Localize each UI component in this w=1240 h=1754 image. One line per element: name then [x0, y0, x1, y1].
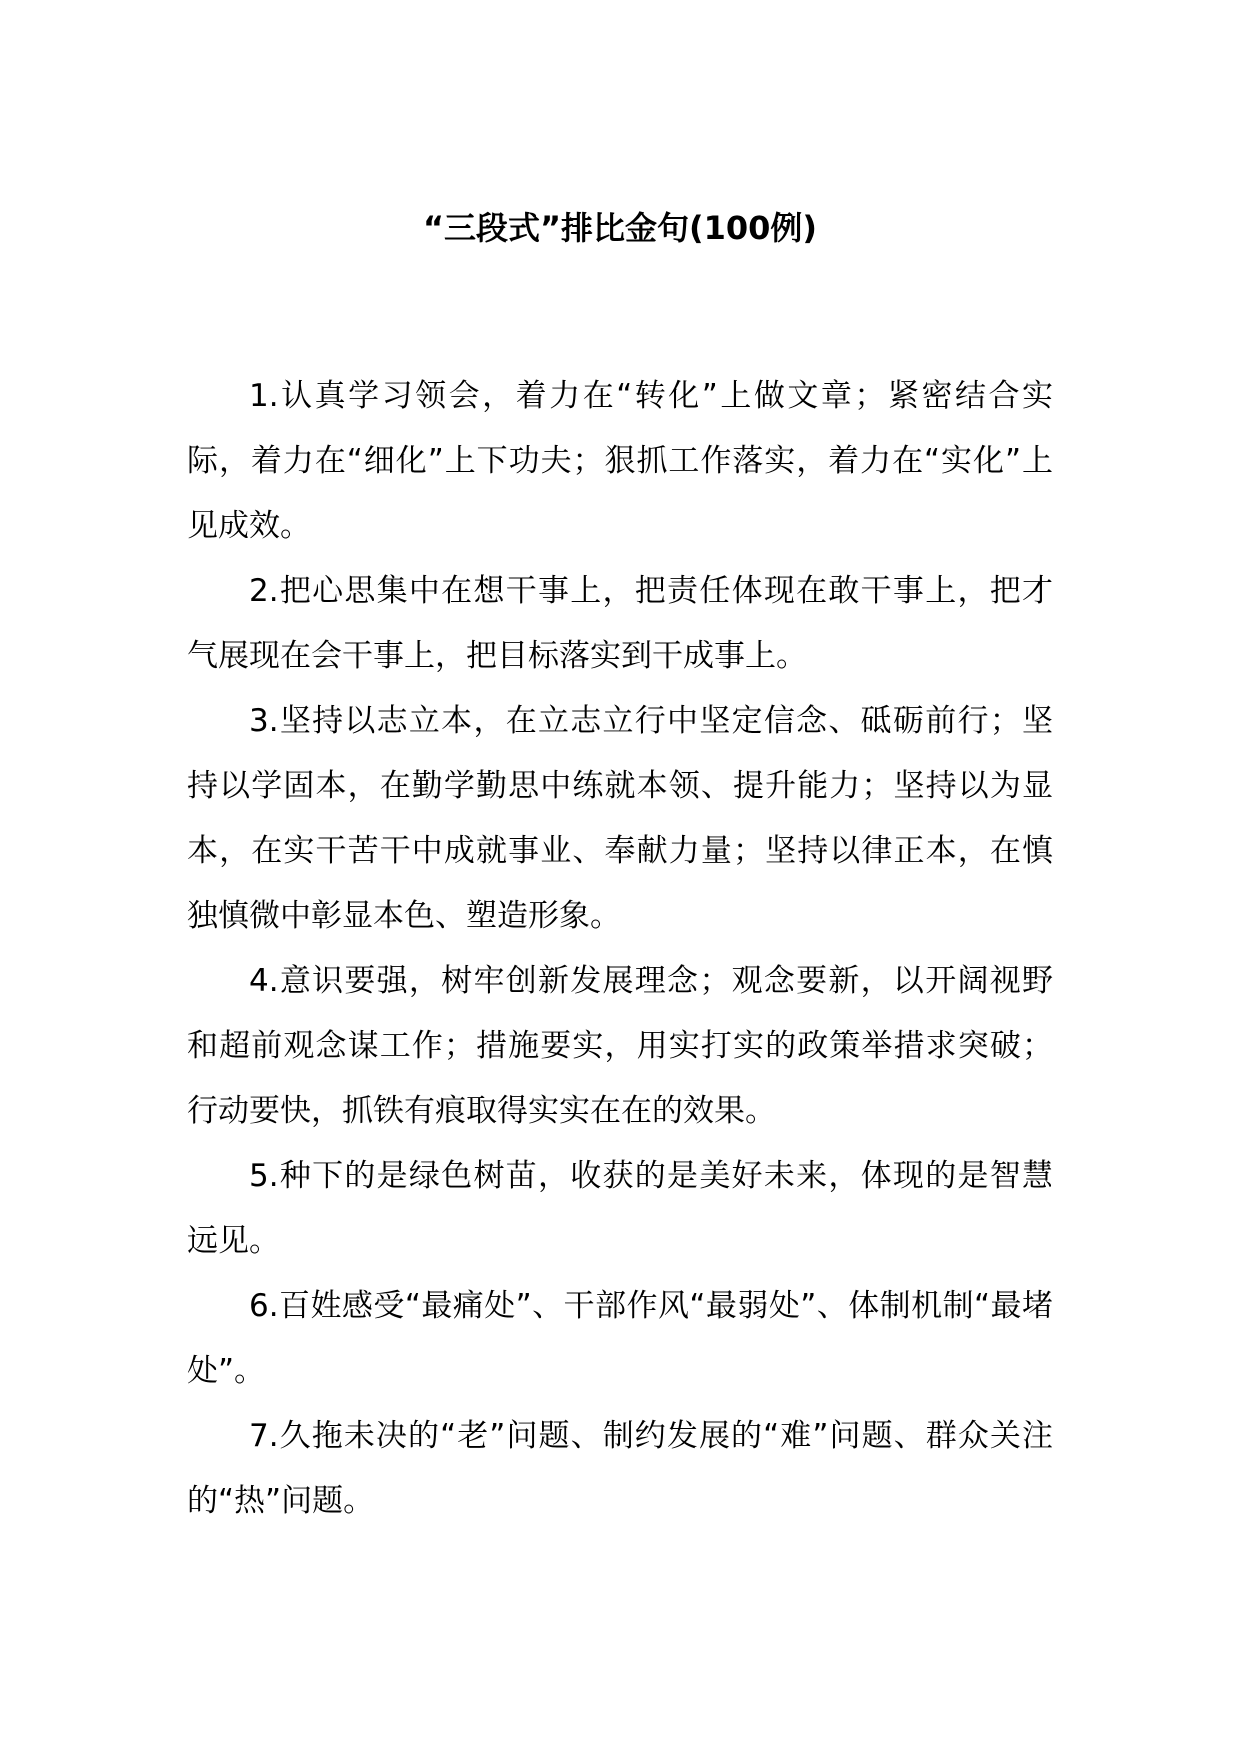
paragraph-1: 1.认真学习领会，着力在“转化”上做文章；紧密结合实际，着力在“细化”上下功夫；狠抓工作落实，着力在“实化”上见成效。	[187, 378, 1053, 544]
paragraph-2: 2.把心思集中在想干事上，把责任体现在敢干事上，把才气展现在会干事上，把目标落实到干成事上。	[187, 573, 1053, 674]
paragraph-4: 4.意识要强，树牢创新发展理念；观念要新，以开阔视野和超前观念谋工作；措施要实，用实打实的政策举措求突破；行动要快，抓铁有痕取得实实在在的效果。	[187, 963, 1053, 1129]
document-title: “三段式”排比金句(100例)	[422, 209, 818, 247]
paragraph-3: 3.坚持以志立本，在立志立行中坚定信念、砥砺前行；坚持以学固本，在勤学勤思中练就本领、提升能力；坚持以为显本，在实干苦干中成就事业、奉献力量；坚持以律正本，在慎独慎微中彰显本色、塑造形象。	[187, 703, 1053, 934]
paragraph-5: 5.种下的是绿色树苗，收获的是美好未来，体现的是智慧远见。	[187, 1158, 1053, 1259]
document-body	[187, 364, 1053, 1534]
paragraph-7: 7.久拖未决的“老”问题、制约发展的“难”问题、群众关注的“热”问题。	[187, 1418, 1053, 1519]
paragraph-6: 6.百姓感受“最痛处”、干部作风“最弱处”、体制机制“最堵处”。	[187, 1288, 1053, 1389]
